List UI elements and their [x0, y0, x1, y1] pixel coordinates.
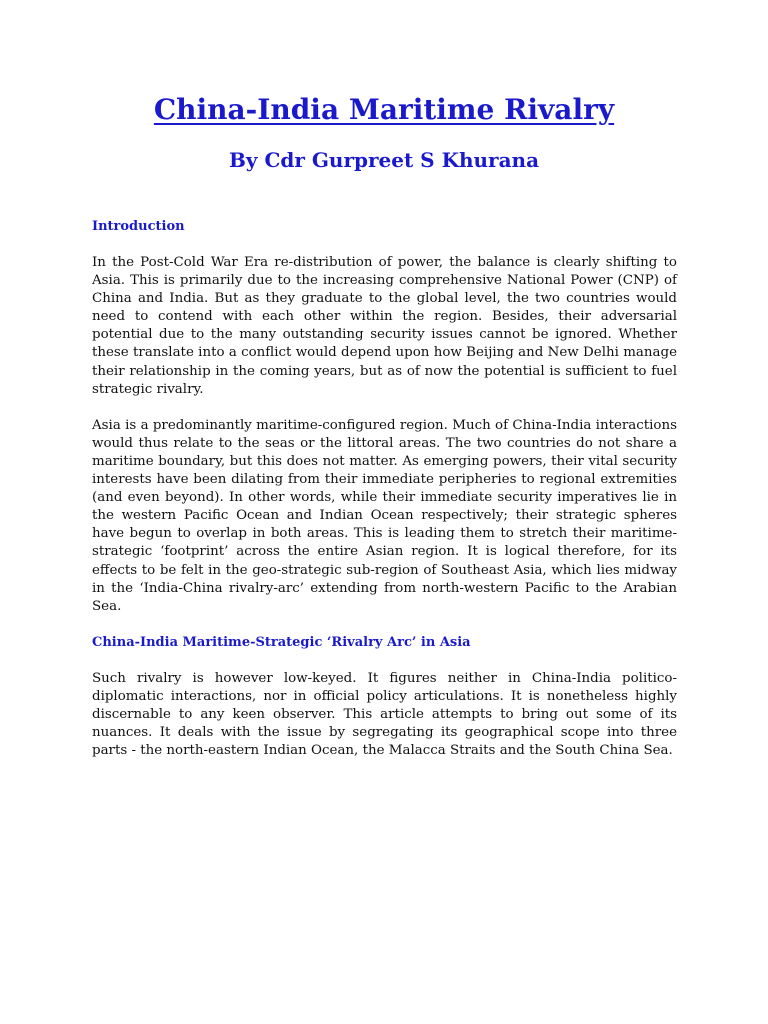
section-heading-introduction: Introduction: [92, 219, 185, 234]
article-body: [92, 218, 677, 760]
author-byline: By Cdr Gurpreet S Khurana: [228, 148, 540, 172]
paragraph: In the Post-Cold War Era re-distribution of power, the balance is clearly shifting to Asia. This is primarily due to the increasing comprehensive National Power (CNP) of China and India. But as they graduate to the global level, the two countries would need to contend with each other within the region. Besides, their adversarial potential due to the many outstanding security issues cannot be ignored. Whether these translate into a conflict would depend upon how Beijing and New Delhi manage their relationship in the coming years, but as of now the potential is sufficient to fuel strategic rivalry.: [92, 255, 677, 397]
page-title: China-India Maritime Rivalry: [153, 93, 615, 126]
paragraph: Asia is a predominantly maritime-configured region. Much of China-India interactions would thus relate to the seas or the littoral areas. The two countries do not share a maritime boundary, but this does not matter. As emerging powers, their vital security interests have been dilating from their immediate peripheries to regional extremities (and even beyond). In other words, while their immediate security imperatives lie in the western Pacific Ocean and Indian Ocean respectively; their strategic spheres have begun to overlap in both areas. This is leading them to stretch their maritime-strategic ‘footprint’ across the entire Asian region. It is logical therefore, for its effects to be felt in the geo-strategic sub-region of Southeast Asia, which lies midway in the ‘India-China rivalry-arc’ extending from north-western Pacific to the Arabian Sea.: [92, 417, 677, 614]
paragraph: Such rivalry is however low-keyed. It figures neither in China-India politico-diplomatic interactions, nor in official policy articulations. It is nonetheless highly discernable to any keen observer. This article attempts to bring out some of its nuances. It deals with the issue by segregating its geographical scope into three parts - the north-eastern Indian Ocean, the Malacca Straits and the South China Sea.: [92, 670, 677, 759]
section-heading-rivalry-arc: China-India Maritime-Strategic ‘Rivalry Arc’ in Asia: [92, 634, 471, 650]
